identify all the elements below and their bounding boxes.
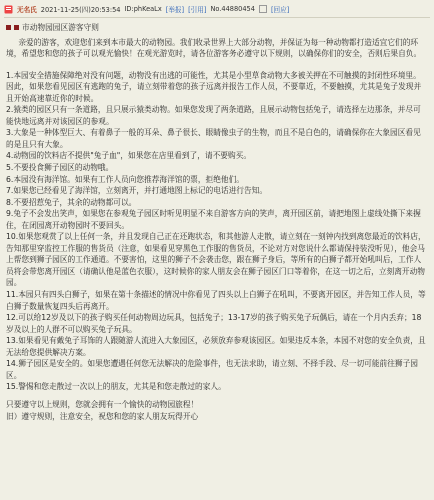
closing-line: 只要遵守以上规则，您就会拥有一个愉快的动物园旅程！ <box>6 399 199 409</box>
report-link[interactable]: [举报] <box>165 6 185 14</box>
post-date: 2021-11-25(四)20:53:54 <box>40 6 121 14</box>
intro-paragraph: 亲爱的游客，欢迎您们来到本市最大的动物园。我们收录世界上大部分动物，并保证为每一种动物都打造适宜它们的环境，希望您和您的孩子可以观光愉快！在观光游览时，请各位游客务必遵守以下规则，以确保你们的安全，否则后果自负。 <box>6 37 422 59</box>
select-box[interactable] <box>259 5 267 13</box>
rule-item: 13.如果看见有戴兔子耳饰的人跟随游人流进入大象园区，必须放弃参观该园区。如果违反本条，本园不对您的安全负责，且无法给您提供解决方案。 <box>6 336 426 357</box>
post-number[interactable]: No.44880454 <box>210 5 255 13</box>
closing-line-2: 旧）遵守规则，注意安全，祝您和您的家人朋友玩得开心 <box>6 411 199 421</box>
post-header <box>4 2 430 16</box>
rule-item: 1.本园安全措施保障绝对没有问题，动物没有出逃的可能性，尤其是小型草食动物大多被关押在不可触摸的封闭性环境里。因此，如果您看见园区有逃跑的兔子，请立刻带着您的孩子远离并报告工作人员，不要靠近，不要触摸，尤其是兔子发现并且开始高速靠近你的时候。 <box>6 70 422 103</box>
rule-item: 5.不要投食狮子园区的动物哦。 <box>6 163 114 173</box>
rule-item: 12.可以给12岁及以下的孩子购买任何动物周边玩具，包括兔子；13-17岁的孩子购买兔子玩偶后，请在一个月内丢弃；18岁及以上的人群不可以购买兔子玩具。 <box>6 313 422 334</box>
rule-item: 7.如果您已经看见了海洋馆，立刻离开，并打通地图上标记的电话进行告知。 <box>6 186 268 196</box>
post-title-line <box>6 22 428 34</box>
rule-item: 10.如果您观赏了以上任何一条，并且发现自己正在还跑状态，和其他游人走散，请立刻在一刻钟内找到离您最近的饮料店，告知那里穿监控工作服的售货员（注意，如果看见穿黑色工作服的售货员，不论对方对您说什么都请保持装没听见），他会马上帮您到狮子园区的工作通道。不要害怕，这里的狮子不会袭击您，跟在狮子身后，等所有的白狮子都开始吼叫后，工作人员将会带您离开园区（请确认他是蓝色衣服），这时候你的家人朋友会在狮子园区门口等着你，在这一切之后，立刻离开动物园。 <box>6 232 426 288</box>
rule-item: 6.本园没有海洋馆。如果有工作人员向您推荐海洋馆的票，拒绝他们。 <box>6 174 244 184</box>
poster-id: ID:phKeaLx <box>124 5 162 13</box>
post-body <box>4 22 430 422</box>
rule-item: 15.警惕和您走散过一次以上的朋友，尤其是和您走散过的家人。 <box>6 382 226 392</box>
reply-link[interactable]: [回应] <box>270 6 290 14</box>
rule-item: 14.狮子园区是安全的。如果您遭遇任何您无法解决的危险事件，也无法求助，请立刻、不择手段、尽一切可能前往狮子园区。 <box>6 359 418 380</box>
quote-link[interactable]: [引用] <box>188 6 207 14</box>
header-divider <box>4 17 430 18</box>
rule-item: 2.猿类的园区只有一条道路，且只展示猿类动物。如果您发现了两条道路，且展示动物包括兔子，请选择左边那条，并尽可能快地远离并对该园区的参观。 <box>6 105 421 126</box>
post-icon <box>4 5 13 14</box>
post-title: 市动物园园区游客守则 <box>22 23 99 32</box>
rule-item: 8.不要招惹兔子，其余的动物都可以。 <box>6 197 137 207</box>
bullet-icon <box>6 25 11 30</box>
poster-name: 无名氏 <box>17 6 37 14</box>
rule-item: 4.动物园的饮料店不提供"兔子血"，如果您在店里看到了，请不要购买。 <box>6 151 252 161</box>
bullet-icon <box>14 25 19 30</box>
rule-item: 9.兔子不会发出笑声，如果您在参观兔子园区时听见明显不来自游客方向的笑声，离开园区前，请把地图上虚线处撕下来握住，在闭园离开动物园时不要回头。 <box>6 209 421 230</box>
rule-item: 3.大象是一种体型巨大、有着鼻子一般的耳朵、鼻子很长、眼睛像虫子的生物，而且不是白色的，请确保你在大象园区看见的是且只有大象。 <box>6 128 421 149</box>
rule-item: 11.本园只有四头白狮子，如果在第十条描述的情况中你看见了四头以上白狮子在吼叫，不要离开园区，并告知工作人员，等白狮子数量恢复四头后再离开。 <box>6 290 426 311</box>
